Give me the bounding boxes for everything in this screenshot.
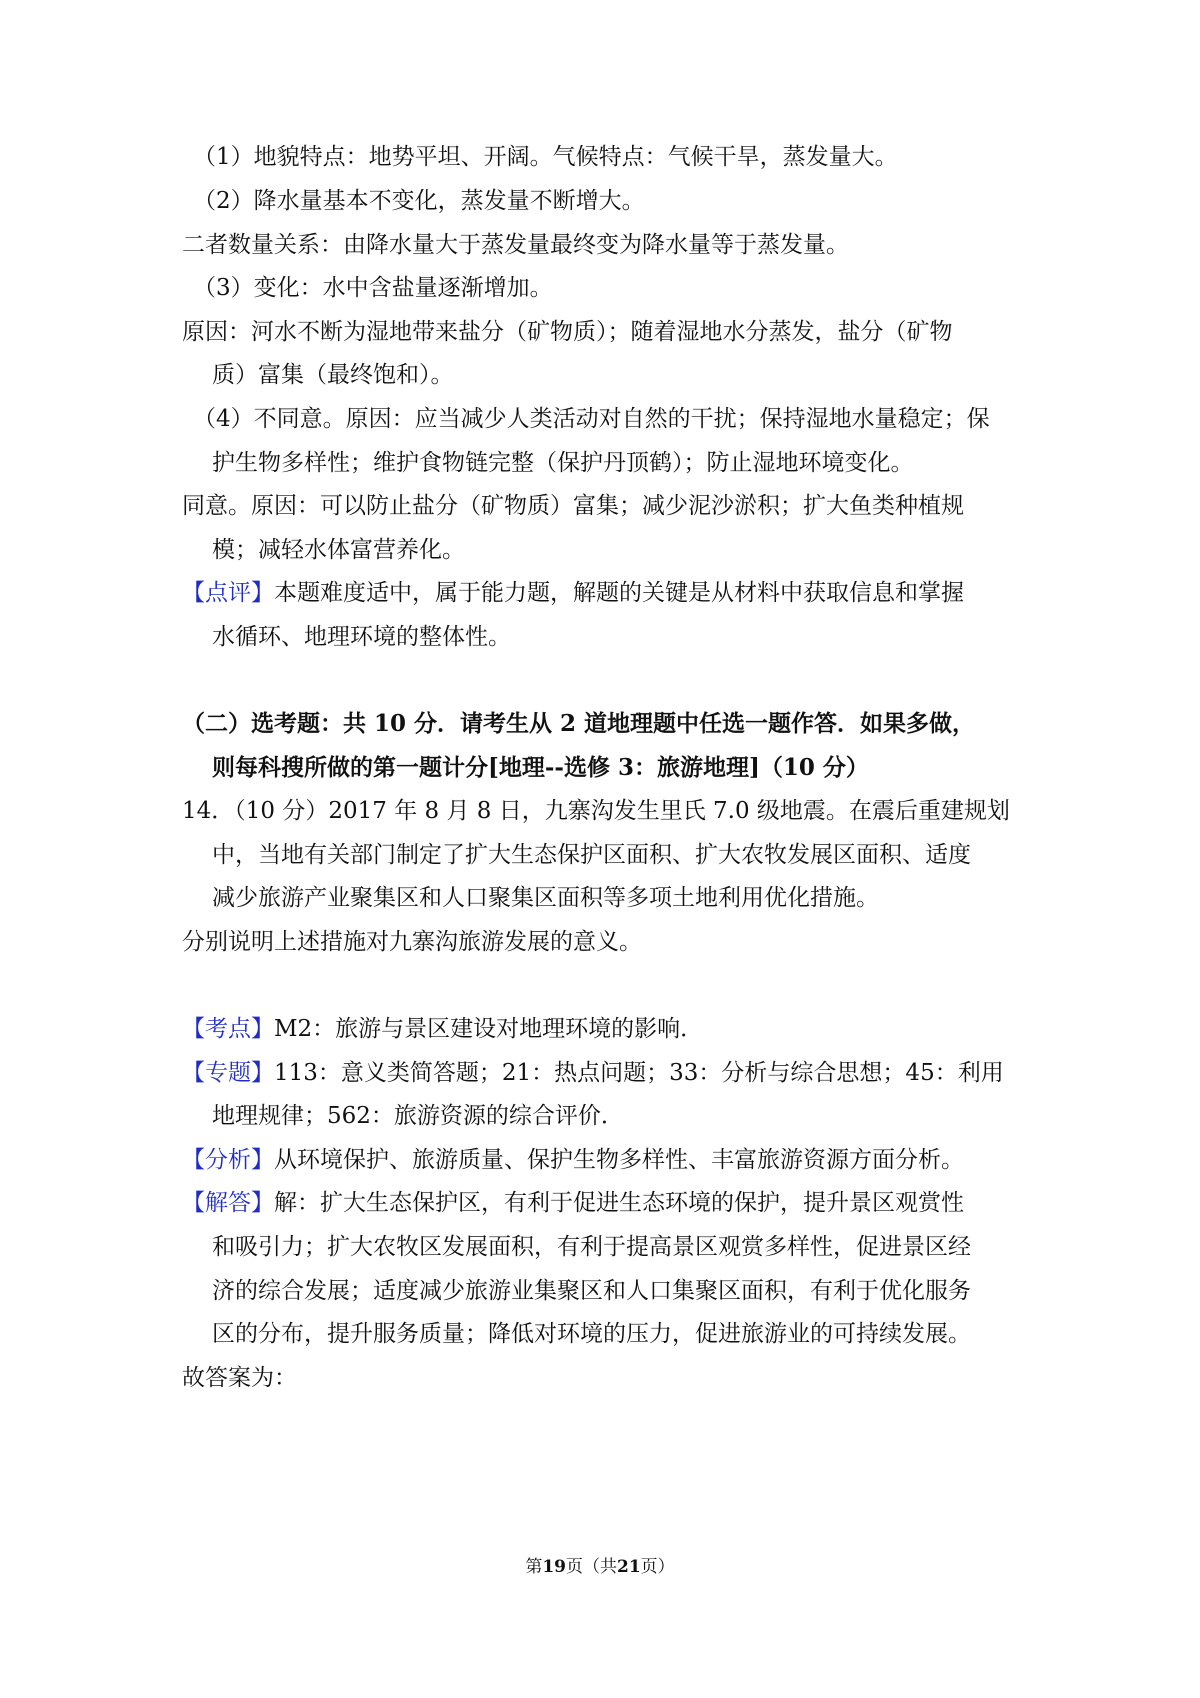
footer-suffix: 页）	[640, 1557, 675, 1577]
kaodian-tag: 【考点】	[182, 1016, 274, 1042]
zhuanti-line-1	[182, 1058, 1004, 1088]
kaodian-line	[182, 1014, 703, 1044]
fenxi-tag: 【分析】	[182, 1147, 274, 1173]
question-line-4: 分别说明上述措施对九寨沟旅游发展的意义。	[182, 929, 642, 955]
answer-line-1: （1）地貌特点：地势平坦、开阔。气候特点：气候干旱，蒸发量大。	[193, 144, 898, 170]
answer-line-10: 模；减轻水体富营养化。	[212, 537, 465, 563]
jieda-line-4: 区的分布，提升服务质量；降低对环境的压力，促进旅游业的可持续发展。	[212, 1321, 971, 1347]
review-line-1	[182, 578, 964, 608]
question-line-1: 14．（10 分）2017 年 8 月 8 日，九寨沟发生里氏 7.0 级地震。在震后重建规划	[182, 798, 1010, 824]
answer-line-3: 二者数量关系：由降水量大于蒸发量最终变为降水量等于蒸发量。	[182, 232, 849, 258]
fenxi-line	[182, 1145, 964, 1175]
answer-line-8: 护生物多样性；维护食物链完整（保护丹顶鹤）；防止湿地环境变化。	[212, 450, 914, 476]
fenxi-text: 从环境保护、旅游质量、保护生物多样性、丰富旅游资源方面分析。	[274, 1147, 964, 1173]
conclusion-line: 故答案为：	[182, 1365, 297, 1391]
answer-line-4: （3）变化：水中含盐量逐渐增加。	[193, 275, 553, 301]
answer-line-6: 质）富集（最终饱和）。	[212, 362, 454, 388]
footer-total-pages: 21	[617, 1557, 641, 1577]
jieda-line-3: 济的综合发展；适度减少旅游业集聚区和人口集聚区面积，有利于优化服务	[212, 1278, 971, 1304]
review-text-1: 本题难度适中，属于能力题，解题的关键是从材料中获取信息和掌握	[274, 580, 964, 606]
section-heading-line-2: 则每科搜所做的第一题计分[地理--选修 3：旅游地理]（10 分）	[212, 754, 869, 781]
jieda-text-1: 解：扩大生态保护区，有利于促进生态环境的保护，提升景区观赏性	[274, 1190, 964, 1216]
review-line-2: 水循环、地理环境的整体性。	[212, 624, 511, 650]
footer-middle: 页（共	[566, 1557, 617, 1577]
review-tag: 【点评】	[182, 580, 274, 606]
zhuanti-text-1: 113：意义类简答题；21：热点问题；33：分析与综合思想；45：利用	[274, 1060, 1004, 1086]
section-heading-line-1: （二）选考题：共 10 分．请考生从 2 道地理题中任选一题作答．如果多做，	[182, 710, 976, 737]
footer-prefix: 第	[525, 1557, 543, 1577]
answer-line-5: 原因：河水不断为湿地带来盐分（矿物质）；随着湿地水分蒸发，盐分（矿物	[182, 319, 953, 345]
zhuanti-tag: 【专题】	[182, 1060, 274, 1086]
jieda-tag: 【解答】	[182, 1190, 274, 1216]
question-line-2: 中，当地有关部门制定了扩大生态保护区面积、扩大农牧发展区面积、适度	[212, 842, 971, 868]
answer-line-9: 同意。原因：可以防止盐分（矿物质）富集；减少泥沙淤积；扩大鱼类种植规	[182, 493, 964, 519]
question-line-3: 减少旅游产业聚集区和人口聚集区面积等多项土地利用优化措施。	[212, 885, 879, 911]
answer-line-2: （2）降水量基本不变化，蒸发量不断增大。	[193, 188, 645, 214]
jieda-line-1	[182, 1188, 964, 1218]
kaodian-text: M2：旅游与景区建设对地理环境的影响．	[274, 1016, 704, 1042]
footer-page-number: 19	[542, 1557, 566, 1577]
jieda-line-2: 和吸引力；扩大农牧区发展面积，有利于提高景区观赏多样性，促进景区经	[212, 1234, 971, 1260]
zhuanti-line-2: 地理规律；562：旅游资源的综合评价．	[212, 1103, 624, 1129]
page-footer	[0, 1555, 1200, 1579]
answer-line-7: （4）不同意。原因：应当减少人类活动对自然的干扰；保持湿地水量稳定；保	[193, 406, 990, 432]
